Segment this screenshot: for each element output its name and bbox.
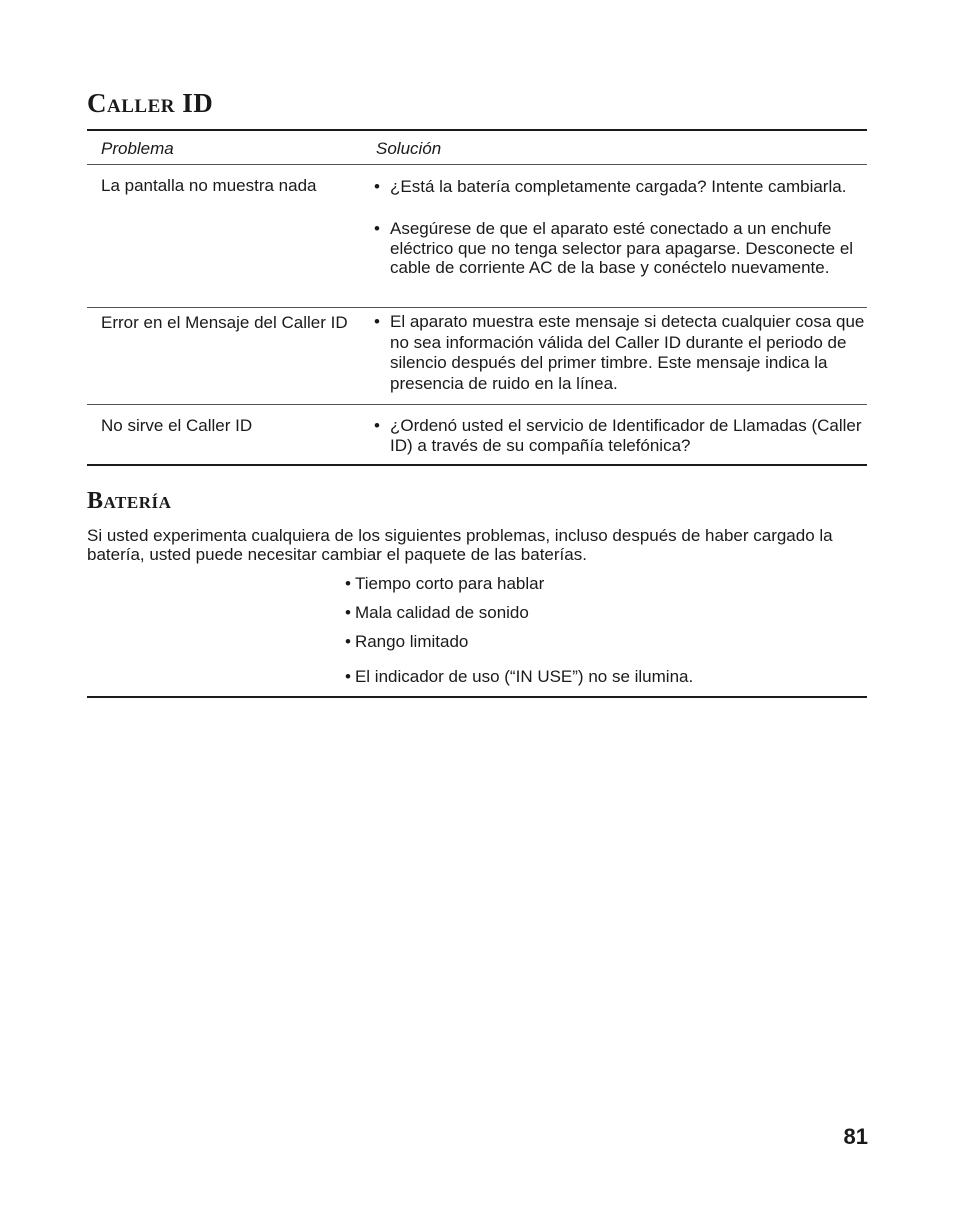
table-row-problem: Error en el Mensaje del Caller ID [101, 313, 348, 332]
battery-item-text: Tiempo corto para hablar [354, 574, 545, 593]
table-top-rule [87, 129, 867, 131]
section-title-bateria: Batería [87, 488, 172, 514]
table-row-problem: La pantalla no muestra nada [101, 176, 317, 195]
battery-list-item [345, 667, 693, 687]
solution-text: Asegúrese de que el aparato esté conectado a un enchufe eléctrico que no tenga selector para apagarse. Desconecte el cable de corriente AC de la base y conéctelo nuevamente. [390, 219, 854, 277]
bullet-icon: • [374, 219, 380, 238]
section-title-caller-id: Caller ID [87, 88, 214, 118]
bullet-icon: • [345, 574, 351, 593]
battery-bottom-rule [87, 696, 867, 698]
header-divider [87, 164, 867, 165]
battery-item-text: Rango limitado [354, 632, 469, 651]
battery-intro-paragraph: Si usted experimenta cualquiera de los siguientes problemas, incluso después de haber cargado la batería, usted puede necesitar cambiar el paquete de las baterías. [87, 526, 833, 564]
solution-item [374, 416, 871, 455]
solution-text: El aparato muestra este mensaje si detecta cualquier cosa que no sea información válida del Caller ID durante el periodo de silencio después del primer timbre. Este mensaje indica la presencia de ruido en la línea. [390, 312, 865, 393]
bullet-icon: • [374, 177, 380, 196]
battery-item-text: El indicador de uso (“IN USE”) no se ilumina. [354, 667, 694, 686]
row-divider [87, 404, 867, 405]
battery-list-item [345, 632, 468, 652]
solution-item [374, 219, 871, 278]
row-divider [87, 307, 867, 308]
table-bottom-rule [87, 464, 867, 466]
solution-text: ¿Ordenó usted el servicio de Identificador de Llamadas (Caller ID) a través de su compañía telefónica? [390, 416, 862, 455]
bullet-icon: • [345, 632, 351, 651]
column-header-solution: Solución [376, 139, 442, 158]
table-row-problem: No sirve el Caller ID [101, 416, 253, 435]
bullet-icon: • [345, 603, 351, 622]
bullet-icon: • [374, 416, 380, 435]
page-number: 81 [843, 1124, 868, 1149]
battery-list-item [345, 574, 544, 594]
battery-item-text: Mala calidad de sonido [354, 603, 529, 622]
bullet-icon: • [345, 667, 351, 686]
solution-item [374, 177, 871, 197]
bullet-icon: • [374, 312, 380, 331]
solution-item [374, 312, 871, 394]
solution-text: ¿Está la batería completamente cargada? Intente cambiarla. [390, 177, 847, 196]
column-header-problem: Problema [101, 139, 174, 158]
battery-list-item [345, 603, 529, 623]
